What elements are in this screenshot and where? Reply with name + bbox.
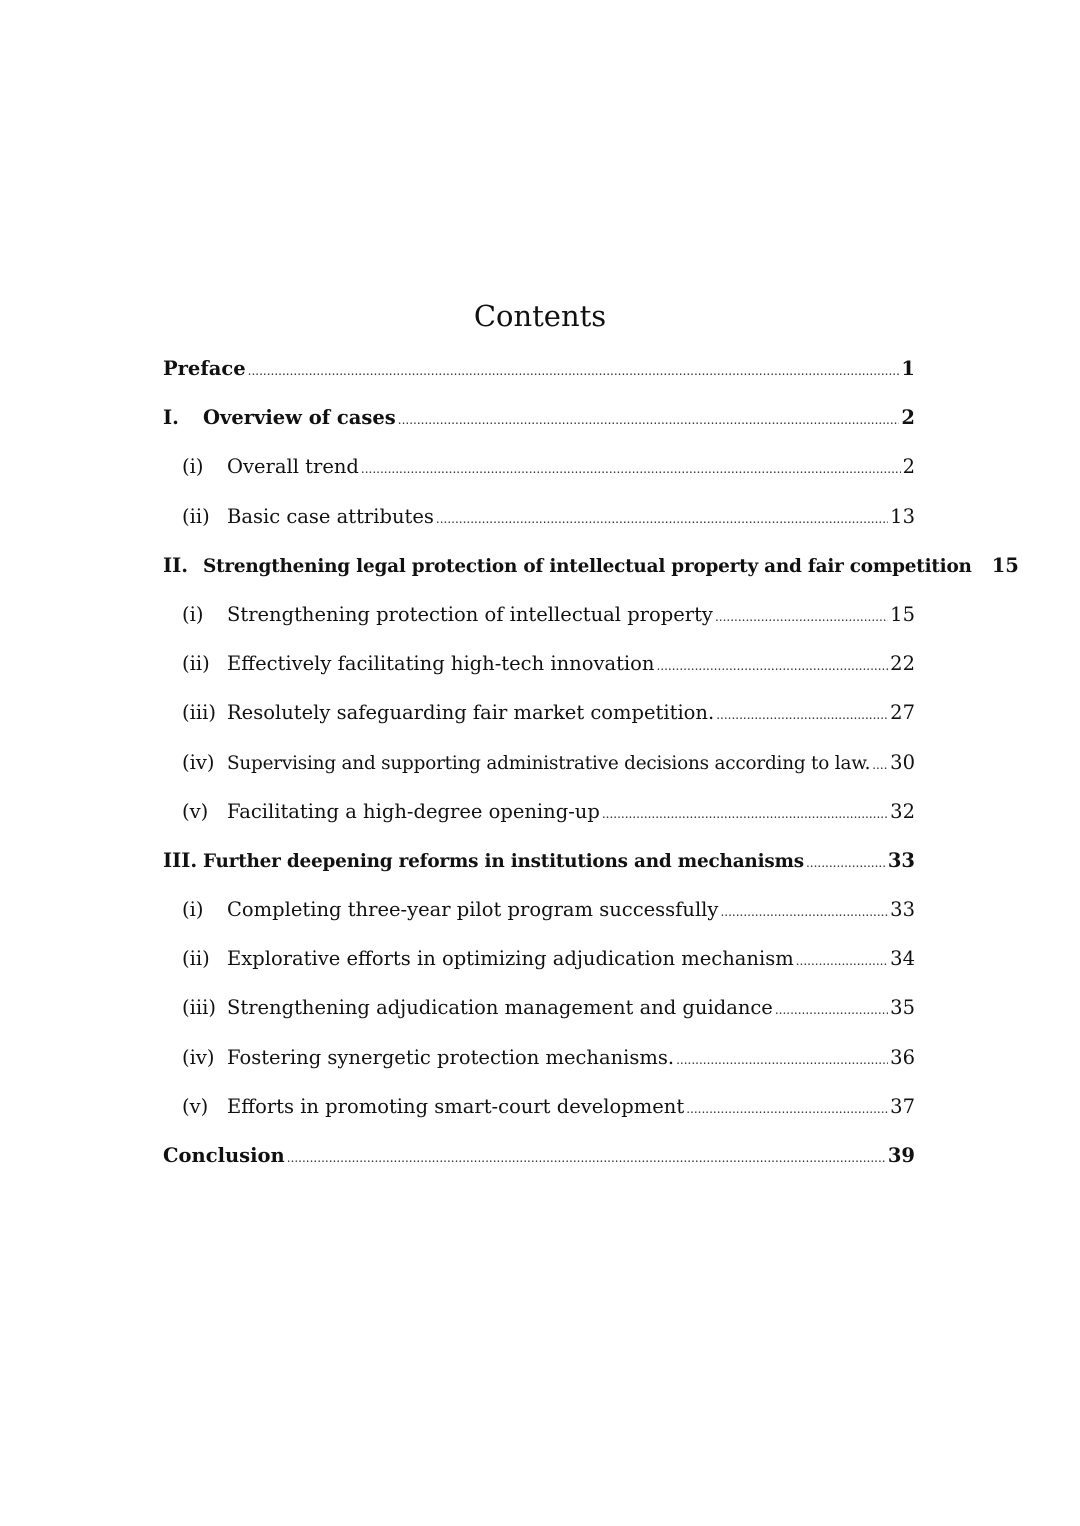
toc-entry-label: Resolutely safeguarding fair market competition. [227, 701, 715, 725]
toc-page-number: 2 [901, 406, 915, 430]
toc-entry-label: Fostering synergetic protection mechanisms. [227, 1045, 675, 1069]
toc-entry-adjudication-management[interactable] [163, 988, 915, 1037]
toc-entry-number: (i) [182, 602, 204, 626]
dot-leader [872, 745, 888, 785]
toc-entry-number: (i) [182, 898, 204, 922]
toc-page-number: 1 [901, 357, 915, 380]
toc-entry-number: (v) [182, 1094, 209, 1118]
toc-entry-label: Explorative efforts in optimizing adjudication mechanism [227, 947, 794, 971]
toc-entry-synergetic-protection[interactable] [163, 1038, 915, 1087]
toc-entry-number: (iv) [182, 750, 215, 774]
toc-page-number: 34 [890, 947, 915, 971]
toc-entry-number: (iii) [182, 701, 216, 725]
toc-entry-label: Further deepening reforms in institutions and mechanisms [203, 850, 804, 872]
toc-entry-overview[interactable] [163, 398, 915, 447]
toc-entry-label: Completing three-year pilot program successfully [227, 898, 719, 922]
toc-entry-number: III. [163, 848, 198, 872]
toc-entry-administrative-decisions[interactable] [163, 743, 915, 792]
dot-leader [436, 499, 888, 539]
dot-leader [676, 1040, 888, 1080]
toc-page-number: 33 [890, 898, 915, 922]
toc-entry-label: Facilitating a high-degree opening-up [227, 799, 600, 823]
toc-page-number: 36 [890, 1045, 915, 1069]
toc-entry-label: Preface [163, 357, 246, 380]
toc-entry-adjudication-mechanism[interactable] [163, 939, 915, 988]
dot-leader [775, 990, 888, 1030]
toc-entry-label: Strengthening protection of intellectual property [227, 602, 713, 626]
toc-page-number: 33 [887, 848, 915, 872]
toc-entry-number: II. [163, 553, 189, 577]
toc-entry-number: (ii) [182, 947, 210, 971]
dot-leader [248, 351, 900, 391]
dot-leader [715, 597, 888, 637]
toc-entry-number: I. [163, 406, 179, 430]
toc-entry-number: (ii) [182, 652, 210, 676]
toc-entry-number: (v) [182, 799, 209, 823]
dot-leader [361, 449, 901, 489]
toc-page-number: 32 [890, 799, 915, 823]
toc-page-number: 22 [890, 652, 915, 676]
toc-entry-high-tech-innovation[interactable] [163, 644, 915, 693]
toc-entry-number: (i) [182, 455, 204, 479]
dot-leader [602, 794, 888, 834]
toc-page-number: 15 [991, 553, 1019, 577]
toc-entry-overall-trend[interactable] [163, 447, 915, 496]
toc-entry-label: Strengthening adjudication management and guidance [227, 996, 773, 1020]
toc-entry-pilot-program[interactable] [163, 890, 915, 939]
toc-entry-label: Overview of cases [203, 406, 396, 430]
toc-entry-conclusion[interactable] [163, 1136, 915, 1185]
toc-page-number: 2 [902, 455, 915, 479]
toc-entry-opening-up[interactable] [163, 792, 915, 841]
toc-entry-number: (ii) [182, 504, 210, 528]
toc-entry-label: Efforts in promoting smart-court development [227, 1094, 685, 1118]
toc-entry-smart-court[interactable] [163, 1087, 915, 1136]
toc-page-number: 35 [890, 996, 915, 1020]
toc-entry-fair-market-competition[interactable] [163, 693, 915, 742]
toc-entry-deepening-reforms[interactable] [163, 841, 915, 890]
toc-entry-strengthening-ip-protection[interactable] [163, 595, 915, 644]
toc-page-number: 27 [890, 701, 915, 725]
toc-entry-strengthening-legal-protection[interactable] [163, 546, 1019, 595]
toc-entry-number: (iv) [182, 1045, 215, 1069]
toc-entry-label: Effectively facilitating high-tech innovation [227, 652, 655, 676]
toc-entry-label: Overall trend [227, 455, 359, 479]
dot-leader [720, 892, 888, 932]
toc-entry-preface[interactable] [163, 349, 915, 398]
page-title: Contents [473, 299, 607, 333]
dot-leader [806, 843, 886, 883]
toc-page-number: 15 [890, 602, 915, 626]
dot-leader [716, 695, 888, 735]
dot-leader [398, 400, 900, 440]
toc-page-number: 37 [890, 1094, 915, 1118]
toc-entry-label: Supervising and supporting administrative decisions according to law. [227, 752, 871, 774]
table-of-contents [163, 349, 1019, 1185]
toc-page-number: 30 [890, 750, 915, 774]
dot-leader [686, 1089, 888, 1129]
toc-entry-basic-case-attributes[interactable] [163, 497, 915, 546]
toc-page-number: 13 [890, 504, 915, 528]
toc-entry-label: Conclusion [163, 1144, 285, 1167]
dot-leader [656, 646, 888, 686]
toc-page-number: 39 [887, 1144, 915, 1167]
toc-entry-number: (iii) [182, 996, 216, 1020]
dot-leader [796, 941, 888, 981]
dot-leader [287, 1138, 886, 1178]
toc-entry-label: Basic case attributes [227, 504, 434, 528]
toc-entry-label: Strengthening legal protection of intellectual property and fair competition [203, 555, 972, 577]
